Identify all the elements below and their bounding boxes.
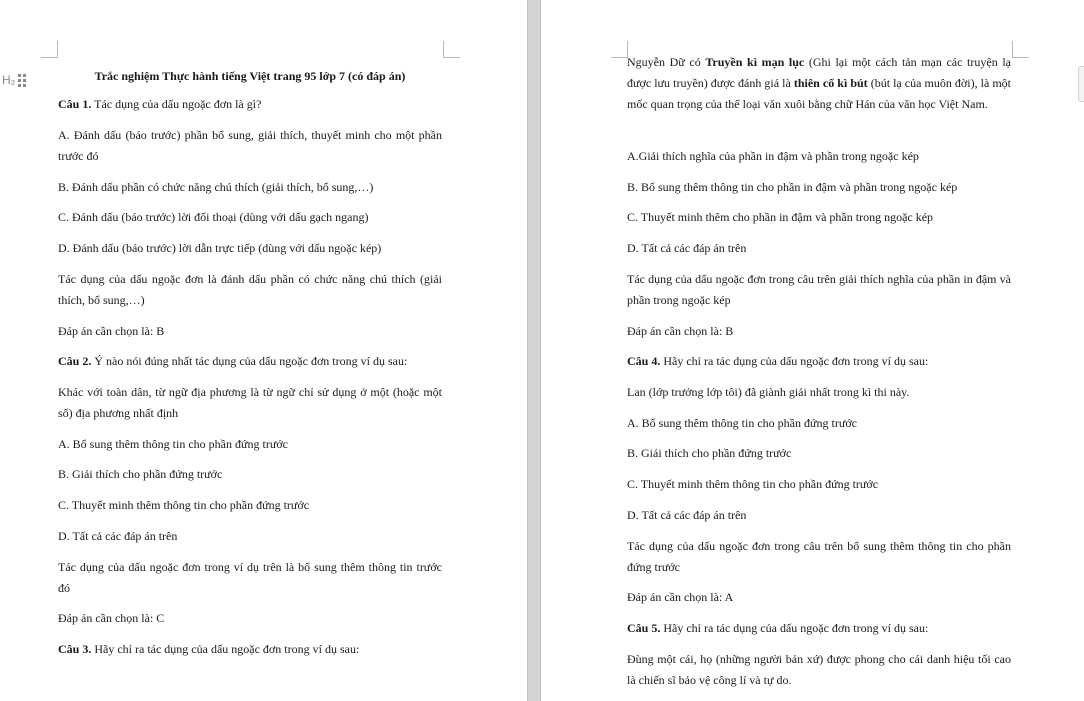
q5-example: Đùng một cái, họ (những người bản xứ) được phong cho cái danh hiệu tối cao là chiến sĩ bảo vệ công lí và tự do. [627,652,1011,687]
page-corner-marker [41,41,58,58]
q1-option-c: C. Đánh dấu (báo trước) lời đối thoại (dùng với dấu gạch ngang) [58,210,369,224]
side-panel-tab[interactable] [1078,66,1084,102]
example-text: Nguyễn Dữ có [627,55,706,69]
question-3 [58,639,442,660]
q2-example: Khác với toàn dân, từ ngữ địa phương là từ ngữ chỉ sử dụng ở một (hoặc một số) địa phương nhất định [58,385,442,420]
document-title: Trắc nghiệm Thực hành tiếng Việt trang 95 lớp 7 (có đáp án) [94,69,406,83]
question-5 [627,618,1011,639]
q4-explanation: Tác dụng của dấu ngoặc đơn trong câu trên bổ sung thêm thông tin cho phần đứng trước [627,539,1011,574]
q3-option-b: B. Bổ sung thêm thông tin cho phần in đậm và phần trong ngoặc kép [627,180,958,194]
q1-option-b: B. Đánh dấu phần có chức năng chú thích (giải thích, bổ sung,…) [58,180,374,194]
q2-answer: Đáp án cần chọn là: C [58,611,165,625]
heading-h2-label: H₂ [2,73,16,87]
q3-example [627,52,1011,115]
q4-option-b: B. Giải thích cho phần đứng trước [627,446,792,460]
question-label: Câu 4. [627,354,661,368]
question-text: Hãy chỉ ra tác dụng của dấu ngoặc đơn trong ví dụ sau: [91,642,360,656]
example-bold-text: Truyền kì mạn lục [705,55,805,69]
question-label: Câu 3. [58,642,92,656]
q3-answer: Đáp án cần chọn là: B [627,324,734,338]
q4-option-c: C. Thuyết minh thêm thông tin cho phần đứng trước [627,477,879,491]
question-text: Ý nào nói đúng nhất tác dụng của dấu ngoặc đơn trong ví dụ sau: [91,354,408,368]
heading-level-marker[interactable] [2,70,26,91]
question-label: Câu 1. [58,97,92,111]
q2-option-b: B. Giải thích cho phần đứng trước [58,467,223,481]
question-text: Hãy chỉ ra tác dụng của dấu ngoặc đơn trong ví dụ sau: [660,621,929,635]
q2-explanation: Tác dụng của dấu ngoặc đơn trong ví dụ trên là bổ sung thêm thông tin trước đó [58,560,442,595]
question-4 [627,351,1011,372]
page-gutter [527,0,541,701]
q3-option-a: A.Giải thích nghĩa của phần in đậm và phần trong ngoặc kép [627,149,919,163]
page-corner-marker [1012,41,1029,58]
drag-handle-icon[interactable] [18,74,26,87]
question-label: Câu 2. [58,354,92,368]
document-page-right [541,0,1084,701]
q4-option-a: A. Bổ sung thêm thông tin cho phần đứng trước [627,416,857,430]
page-corner-marker [611,41,628,58]
question-2 [58,351,442,372]
q2-option-a: A. Bổ sung thêm thông tin cho phần đứng trước [58,437,288,451]
q1-option-d: D. Đánh dấu (báo trước) lời dẫn trực tiếp (dùng với dấu ngoặc kép) [58,241,382,255]
q2-option-d: D. Tất cả các đáp án trên [58,529,178,543]
q1-answer: Đáp án cần chọn là: B [58,324,165,338]
q3-option-c: C. Thuyết minh thêm cho phần in đậm và phần trong ngoặc kép [627,210,934,224]
question-1 [58,94,442,115]
example-bold-text: thiên cổ kì bút [793,76,868,90]
q4-example: Lan (lớp trưởng lớp tôi) đã giành giải nhất trong kì thi này. [627,385,910,399]
question-text: Hãy chỉ ra tác dụng của dấu ngoặc đơn trong ví dụ sau: [660,354,929,368]
q4-answer: Đáp án cần chọn là: A [627,590,734,604]
q3-explanation: Tác dụng của dấu ngoặc đơn trong câu trên giải thích nghĩa của phần in đậm và phần trong ngoặc kép [627,272,1011,307]
q1-explanation: Tác dụng của dấu ngoặc đơn là đánh dấu phần có chức năng chú thích (giải thích, bổ sung,…) [58,272,442,307]
page-corner-marker [443,41,460,58]
example-text: (bút lạ của muôn đời), là một mốc quan trọng của thể loại văn xuôi bằng chữ Hán của văn học Việt Nam. [627,76,1011,111]
document-page-left [0,0,527,701]
q4-option-d: D. Tất cả các đáp án trên [627,508,747,522]
question-text: Tác dụng của dấu ngoặc đơn là gì? [91,97,262,111]
q2-option-c: C. Thuyết minh thêm thông tin cho phần đứng trước [58,498,310,512]
example-text: (Ghi lại một cách tản mạn các truyện lạ được lưu truyền) được đánh giá là [627,55,1011,90]
q3-option-d: D. Tất cả các đáp án trên [627,241,747,255]
q1-option-a: A. Đánh dấu (báo trước) phần bổ sung, giải thích, thuyết minh cho một phần trước đó [58,128,442,163]
question-label: Câu 5. [627,621,661,635]
